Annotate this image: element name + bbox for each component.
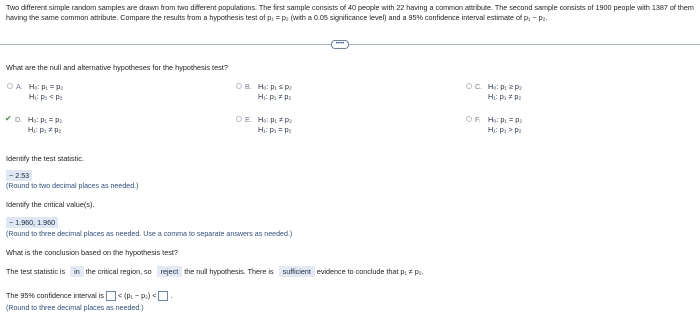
option-d-h1: H₁: p₁ ≠ p₂	[28, 125, 62, 134]
option-c-h0: H₀: p₁ ≥ p₂	[488, 82, 522, 91]
option-b[interactable]	[236, 82, 292, 102]
option-d[interactable]	[5, 115, 62, 135]
question-conclusion: What is the conclusion based on the hypothesis test?	[6, 248, 178, 257]
divider	[0, 44, 700, 45]
hint-three-decimals-comma: (Round to three decimal places as needed. Use a comma to separate answers as needed.)	[6, 230, 293, 238]
option-e-h0: H₀: p₁ ≠ p₂	[258, 115, 292, 124]
conclusion-text-1: The test statistic is	[6, 267, 66, 276]
question-test-statistic: Identify the test statistic.	[6, 154, 84, 163]
option-b-h1: H₁: p₁ ≠ p₂	[258, 92, 292, 101]
option-f-h0: H₀: p₁ = p₂	[488, 115, 523, 124]
option-f[interactable]	[466, 115, 522, 135]
conclusion-text-2: the critical region, so	[85, 267, 152, 276]
question-critical-values: Identify the critical value(s).	[6, 200, 95, 209]
option-e[interactable]	[236, 115, 292, 135]
conclusion-sentence	[6, 267, 424, 276]
option-a-h0: H₀: p₁ = p₂	[29, 82, 64, 91]
ci-text: The 95% confidence interval is	[6, 291, 104, 300]
ci-lower-input[interactable]	[106, 291, 116, 301]
option-c-letter: C.	[475, 82, 483, 91]
conclusion-text-4: evidence to conclude that p₁ ≠ p₂.	[316, 267, 424, 276]
radio-option-f[interactable]	[466, 116, 472, 122]
critical-values-answer[interactable]: − 1.960, 1.960	[6, 217, 58, 228]
test-statistic-answer[interactable]: − 2.53	[6, 170, 32, 181]
option-b-h0: H₀: p₁ ≤ p₂	[258, 82, 292, 91]
conclusion-dropdown-decision[interactable]: reject	[157, 266, 183, 277]
option-a-letter: A.	[16, 82, 23, 91]
hint-two-decimals: (Round to two decimal places as needed.)	[6, 182, 139, 190]
radio-option-e[interactable]	[236, 116, 242, 122]
option-d-h0: H₀: p₁ = p₂	[28, 115, 63, 124]
option-d-letter: D.	[15, 115, 23, 124]
hint-three-decimals: (Round to three decimal places as needed.)	[6, 304, 144, 312]
ci-middle-text: < (p₁ − p₂) <	[117, 291, 157, 300]
option-c-h1: H₁: p₁ ≠ p₂	[488, 92, 522, 101]
conclusion-dropdown-evidence[interactable]: sufficient	[279, 266, 315, 277]
option-e-letter: E.	[245, 115, 252, 124]
option-c[interactable]	[466, 82, 522, 102]
ci-end-text: .	[170, 291, 173, 300]
option-b-letter: B.	[245, 82, 252, 91]
radio-option-b[interactable]	[236, 83, 242, 89]
ci-upper-input[interactable]	[158, 291, 168, 301]
radio-option-a[interactable]	[7, 83, 13, 89]
radio-option-c[interactable]	[466, 83, 472, 89]
question-hypotheses: What are the null and alternative hypotheses for the hypothesis test?	[6, 63, 228, 72]
option-f-letter: F.	[475, 115, 481, 124]
confidence-interval-row	[6, 291, 172, 301]
check-mark-icon: ✔	[5, 114, 12, 123]
conclusion-text-3: the null hypothesis. There is	[184, 267, 274, 276]
problem-statement: Two different simple random samples are drawn from two different populations. The first sample consists of 40 people with 22 having a common attribute. The second sample consists of 1900 people with 1387 of them having the same common attribute. Compare the results from a hypothesis test of p₁ = p₂ (with a 0.05 significance level) and a 95% confidence interval estimate of p₁ − p₂.	[6, 3, 694, 22]
option-a[interactable]	[7, 82, 63, 102]
expand-more-button[interactable]: ••••	[331, 40, 349, 49]
option-a-h1: H₁: p₁ < p₂	[29, 92, 63, 101]
option-f-h1: H₁: p₁ > p₂	[488, 125, 522, 134]
option-e-h1: H₁: p₁ = p₂	[258, 125, 292, 134]
conclusion-dropdown-region[interactable]: in	[70, 266, 84, 277]
